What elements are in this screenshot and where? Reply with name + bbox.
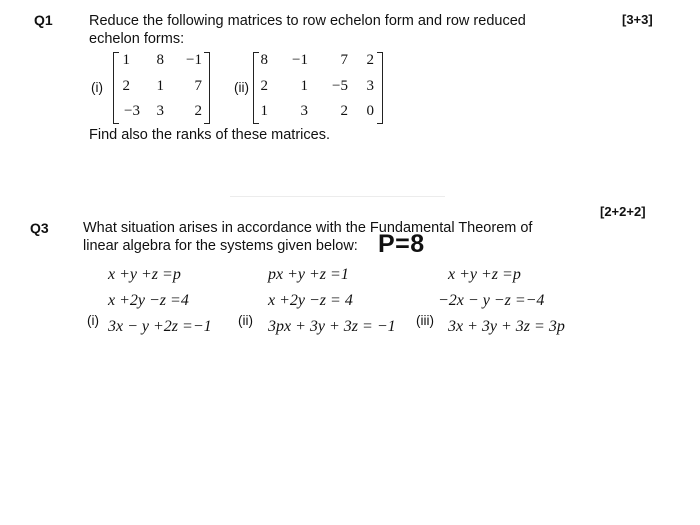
matrix-ii-right-bracket — [377, 52, 383, 124]
system-i-equation: x +y +z =p — [108, 266, 181, 283]
system-ii-equation: 3px + 3y + 3z = −1 — [268, 318, 396, 335]
system-iii-equation: −2x − y −z =−4 — [438, 292, 545, 309]
q3-prompt-line2: linear algebra for the systems given below: — [83, 238, 358, 254]
matrix-ii-cell: 2 — [366, 52, 374, 68]
q3-number: Q3 — [30, 220, 49, 236]
matrix-i-cell: 2 — [194, 103, 202, 119]
divider-line — [230, 196, 445, 197]
matrix-i-cell: 8 — [156, 52, 164, 68]
system-i-equation: x +2y −z =4 — [108, 292, 189, 309]
q1-number: Q1 — [34, 12, 53, 28]
q1-prompt-line1: Reduce the following matrices to row echelon form and row reduced — [89, 13, 526, 29]
q1-footer: Find also the ranks of these matrices. — [89, 127, 330, 143]
matrix-i-cell: −1 — [186, 52, 202, 68]
matrix-ii-cell: 2 — [260, 78, 268, 94]
q1-prompt-line2: echelon forms: — [89, 31, 185, 47]
matrix-i-cell: −3 — [124, 103, 140, 119]
system-i-label: (i) — [87, 313, 99, 328]
matrix-ii-cell: 1 — [300, 78, 308, 94]
matrix-i-right-bracket — [204, 52, 210, 124]
matrix-i-cell: 7 — [194, 78, 202, 94]
matrix-ii-cell: 1 — [260, 103, 268, 119]
matrix-i-cell: 3 — [156, 103, 164, 119]
matrix-ii-cell: 0 — [366, 103, 374, 119]
q1-marks: [3+3] — [622, 12, 653, 27]
matrix-i-cell: 2 — [122, 78, 130, 94]
system-iii-equation: x +y +z =p — [448, 266, 521, 283]
matrix-i-label: (i) — [91, 80, 103, 95]
matrix-ii-label: (ii) — [234, 80, 249, 95]
q3-prompt-line1: What situation arises in accordance with the Fundamental Theorem of — [83, 220, 533, 236]
matrix-ii-cell: 3 — [300, 103, 308, 119]
matrix-i-cell: 1 — [122, 52, 130, 68]
system-ii-equation: px +y +z =1 — [268, 266, 349, 283]
system-iii-label: (iii) — [416, 313, 434, 328]
matrix-ii-cell: 3 — [366, 78, 374, 94]
handwritten-annotation: P=8 — [378, 230, 425, 258]
matrix-ii-cell: 2 — [340, 103, 348, 119]
system-ii-equation: x +2y −z = 4 — [268, 292, 353, 309]
system-ii-label: (ii) — [238, 313, 253, 328]
matrix-ii-cell: −1 — [292, 52, 308, 68]
matrix-ii-cell: 7 — [340, 52, 348, 68]
matrix-ii-cell: 8 — [260, 52, 268, 68]
q3-marks: [2+2+2] — [600, 204, 646, 219]
matrix-ii-cell: −5 — [332, 78, 348, 94]
system-i-equation: 3x − y +2z =−1 — [108, 318, 212, 335]
matrix-i-cell: 1 — [156, 78, 164, 94]
system-iii-equation: 3x + 3y + 3z = 3p — [448, 318, 565, 335]
